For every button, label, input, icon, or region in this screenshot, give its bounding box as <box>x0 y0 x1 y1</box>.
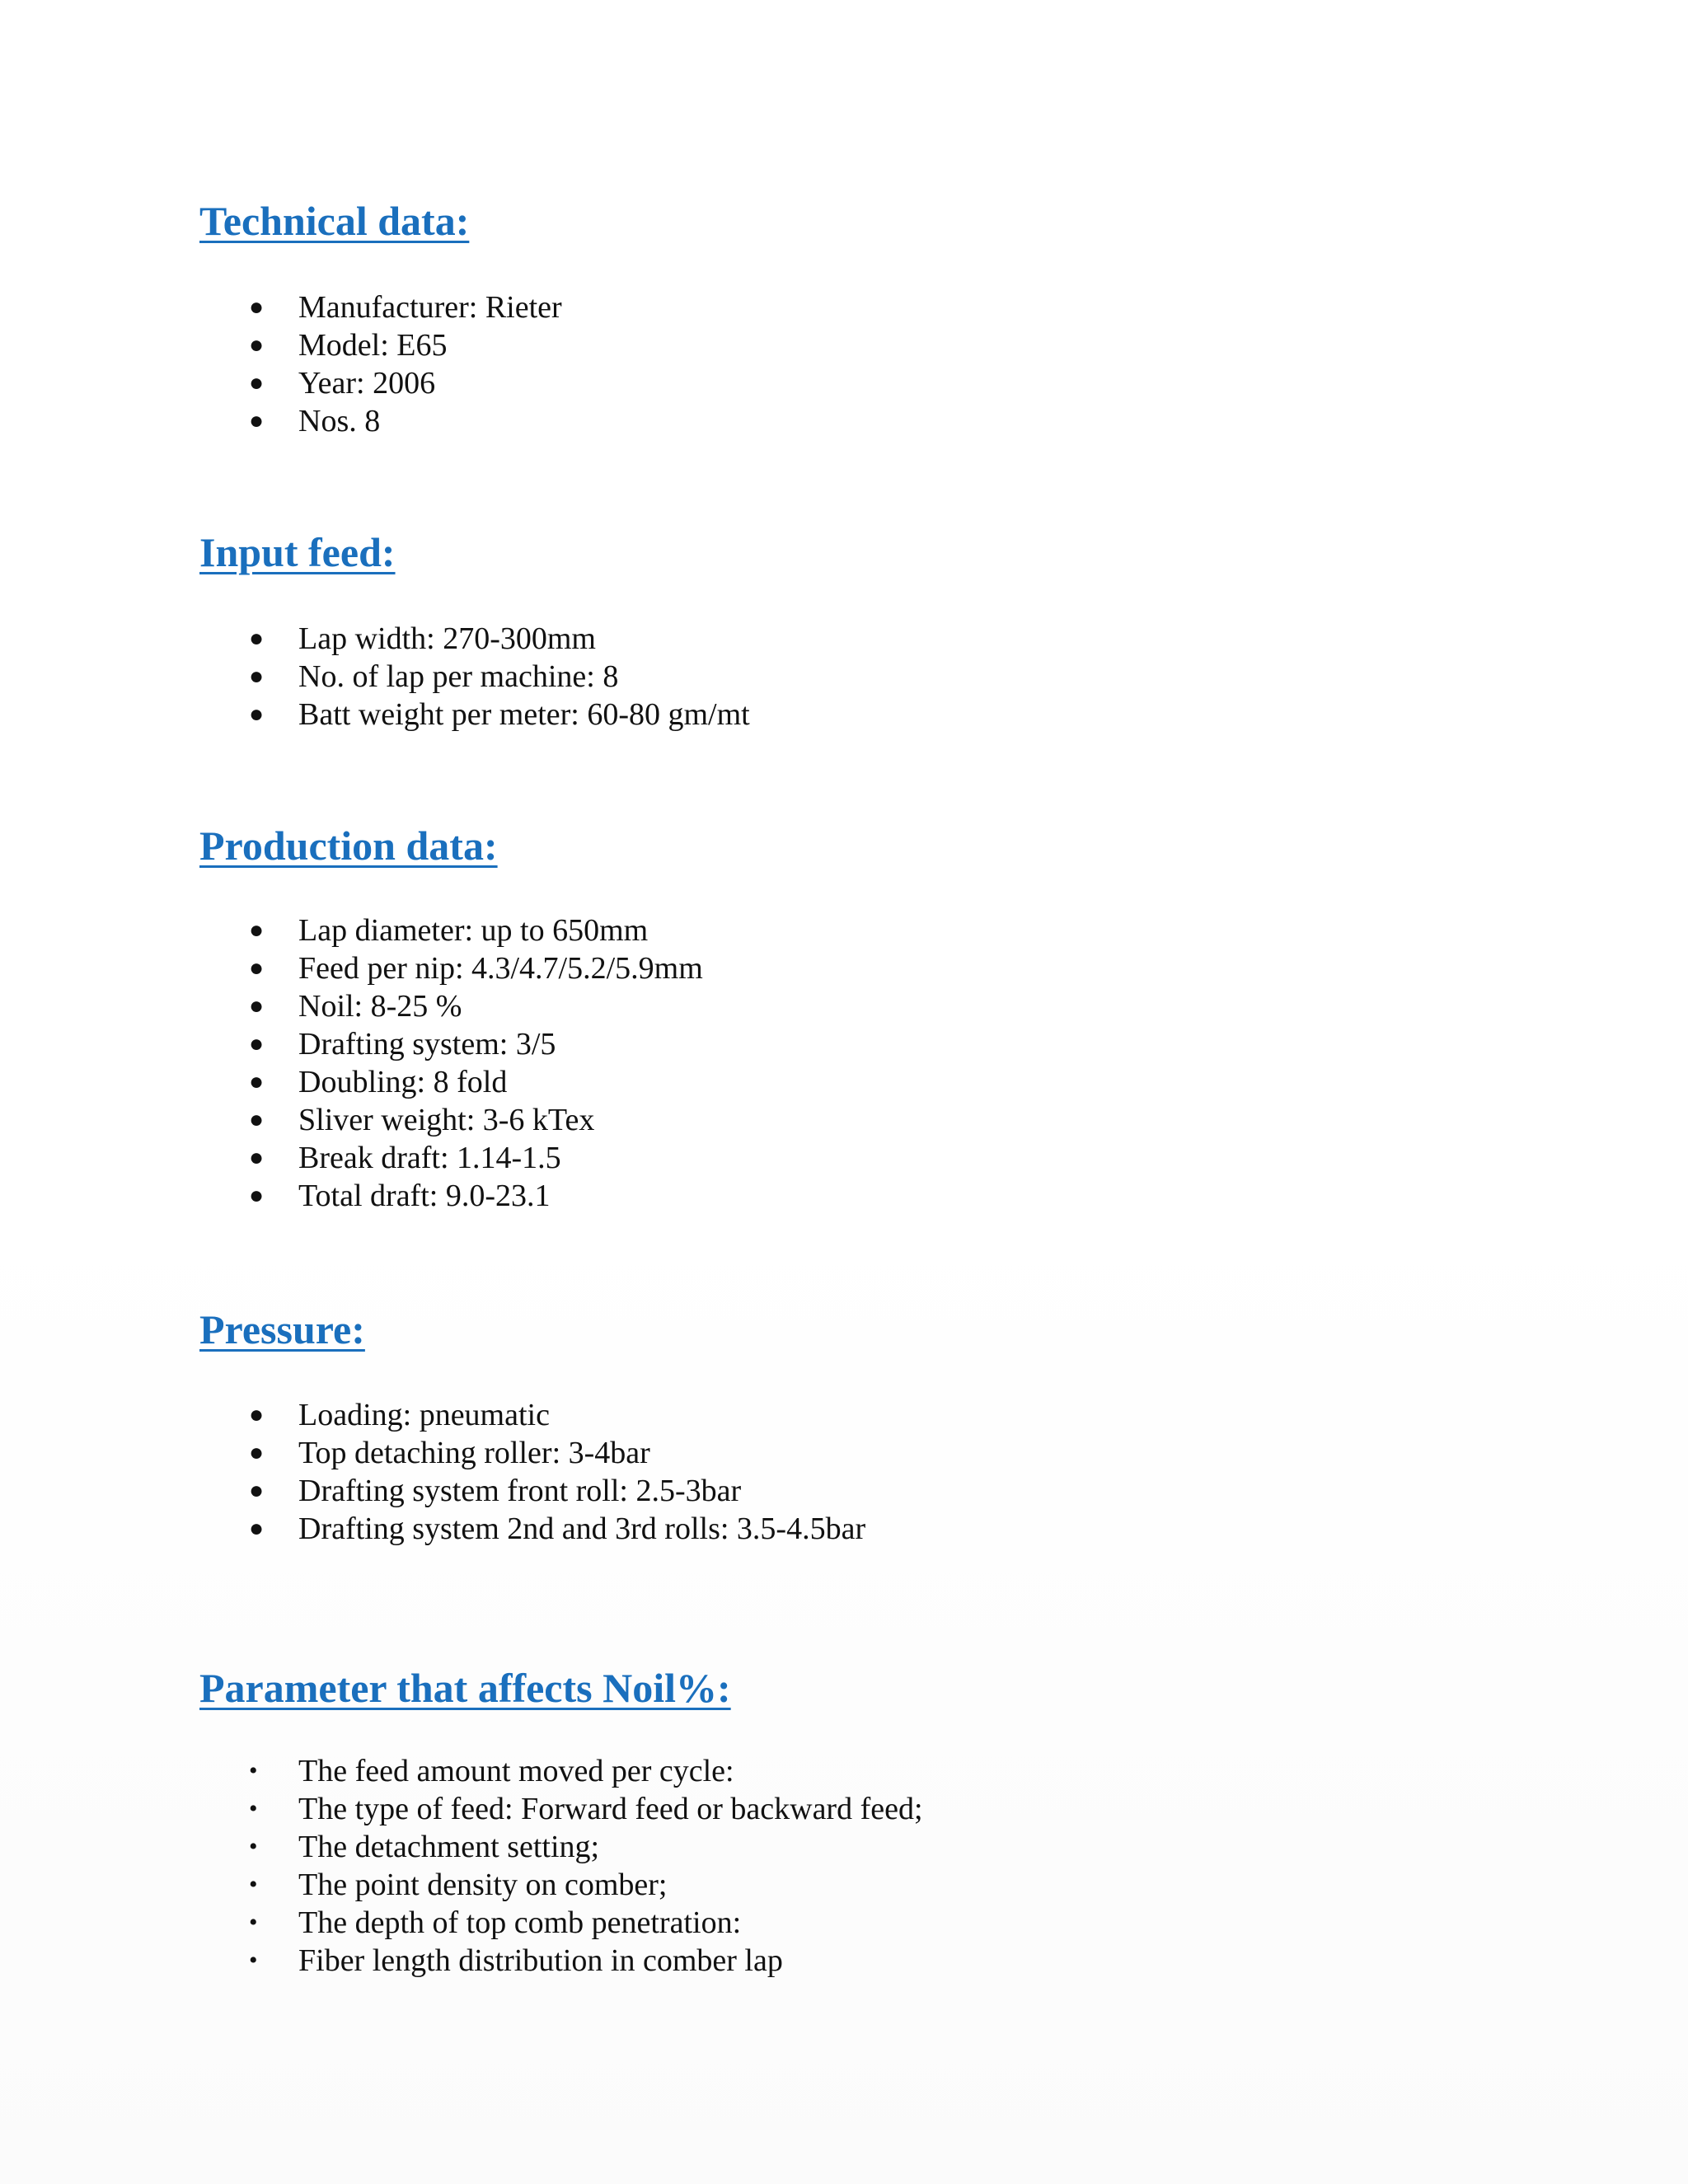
bullet-icon: ● <box>249 701 265 728</box>
bullet-icon: ● <box>249 293 265 321</box>
bullet-icon: ● <box>249 1068 265 1095</box>
bullet-icon: ● <box>249 1182 265 1209</box>
bullet-icon: ● <box>249 331 265 359</box>
section-production-data <box>199 821 498 870</box>
bullet-icon: • <box>249 1833 258 1860</box>
bullet-icon: • <box>249 1871 258 1898</box>
bullet-icon: ● <box>249 369 265 396</box>
bullet-icon: • <box>249 1757 258 1784</box>
bullet-icon: ● <box>249 1439 265 1466</box>
document-page: Technical data: ● Manufacturer: Rieter ● Model: E65 ● Year: 2006 ● Nos. 8 Input feed: ● Lap width: 270-300mm ● No. of lap per machine: 8 ● Batt weight per meter: 60-80 gm/mt Production data: ● Lap diameter: up to 650mm ● Feed per nip: 4.3/4.7/5.2/5.9mm ● Noil: 8-25 % ● Drafting system: 3/5 ● Doubling: 8 fold ● Sliver weight: 3-6 kTex ● Break draft: 1.14-1.5 ● Total draft: 9.0-23.1 Pressure: ● Loading: pneumatic ● Top detaching roller: 3-4bar ● Drafting system front roll: 2.5-3bar ● Drafting system 2nd and 3rd rolls: 3.5-4.5bar Parameter that affects Noil%: • The feed amount moved per cycle: • The type of feed: Forward feed or backward feed; • The detachment setting; • The point density on comber; • The depth of top comb penetration: • Fiber length distribution in comber lap <box>0 0 1688 2184</box>
bullet-icon: ● <box>249 407 265 434</box>
bullet-icon: ● <box>249 1477 265 1504</box>
bullet-icon: • <box>249 1795 258 1822</box>
bullet-icon: • <box>249 1947 258 1974</box>
bullet-icon: ● <box>249 954 265 982</box>
bullet-icon: ● <box>249 1515 265 1542</box>
bullet-icon: ● <box>249 663 265 690</box>
section-heading: Technical data: <box>199 198 470 244</box>
bullet-icon: ● <box>249 992 265 1019</box>
bullet-icon: ● <box>249 1144 265 1171</box>
section-heading: Production data: <box>199 823 498 869</box>
bullet-icon: • <box>249 1909 258 1936</box>
section-noil-parameters <box>199 1663 731 1713</box>
bullet-icon: ● <box>249 1030 265 1057</box>
bullet-icon: ● <box>249 916 265 944</box>
bullet-icon: ● <box>249 1106 265 1133</box>
section-input-feed <box>199 527 396 577</box>
section-pressure <box>199 1305 365 1354</box>
section-heading: Pressure: <box>199 1306 365 1352</box>
section-heading: Input feed: <box>199 529 396 575</box>
section-heading: Parameter that affects Noil%: <box>199 1665 731 1711</box>
bullet-icon: ● <box>249 625 265 652</box>
bullet-icon: ● <box>249 1401 265 1428</box>
section-technical-data <box>199 196 469 246</box>
